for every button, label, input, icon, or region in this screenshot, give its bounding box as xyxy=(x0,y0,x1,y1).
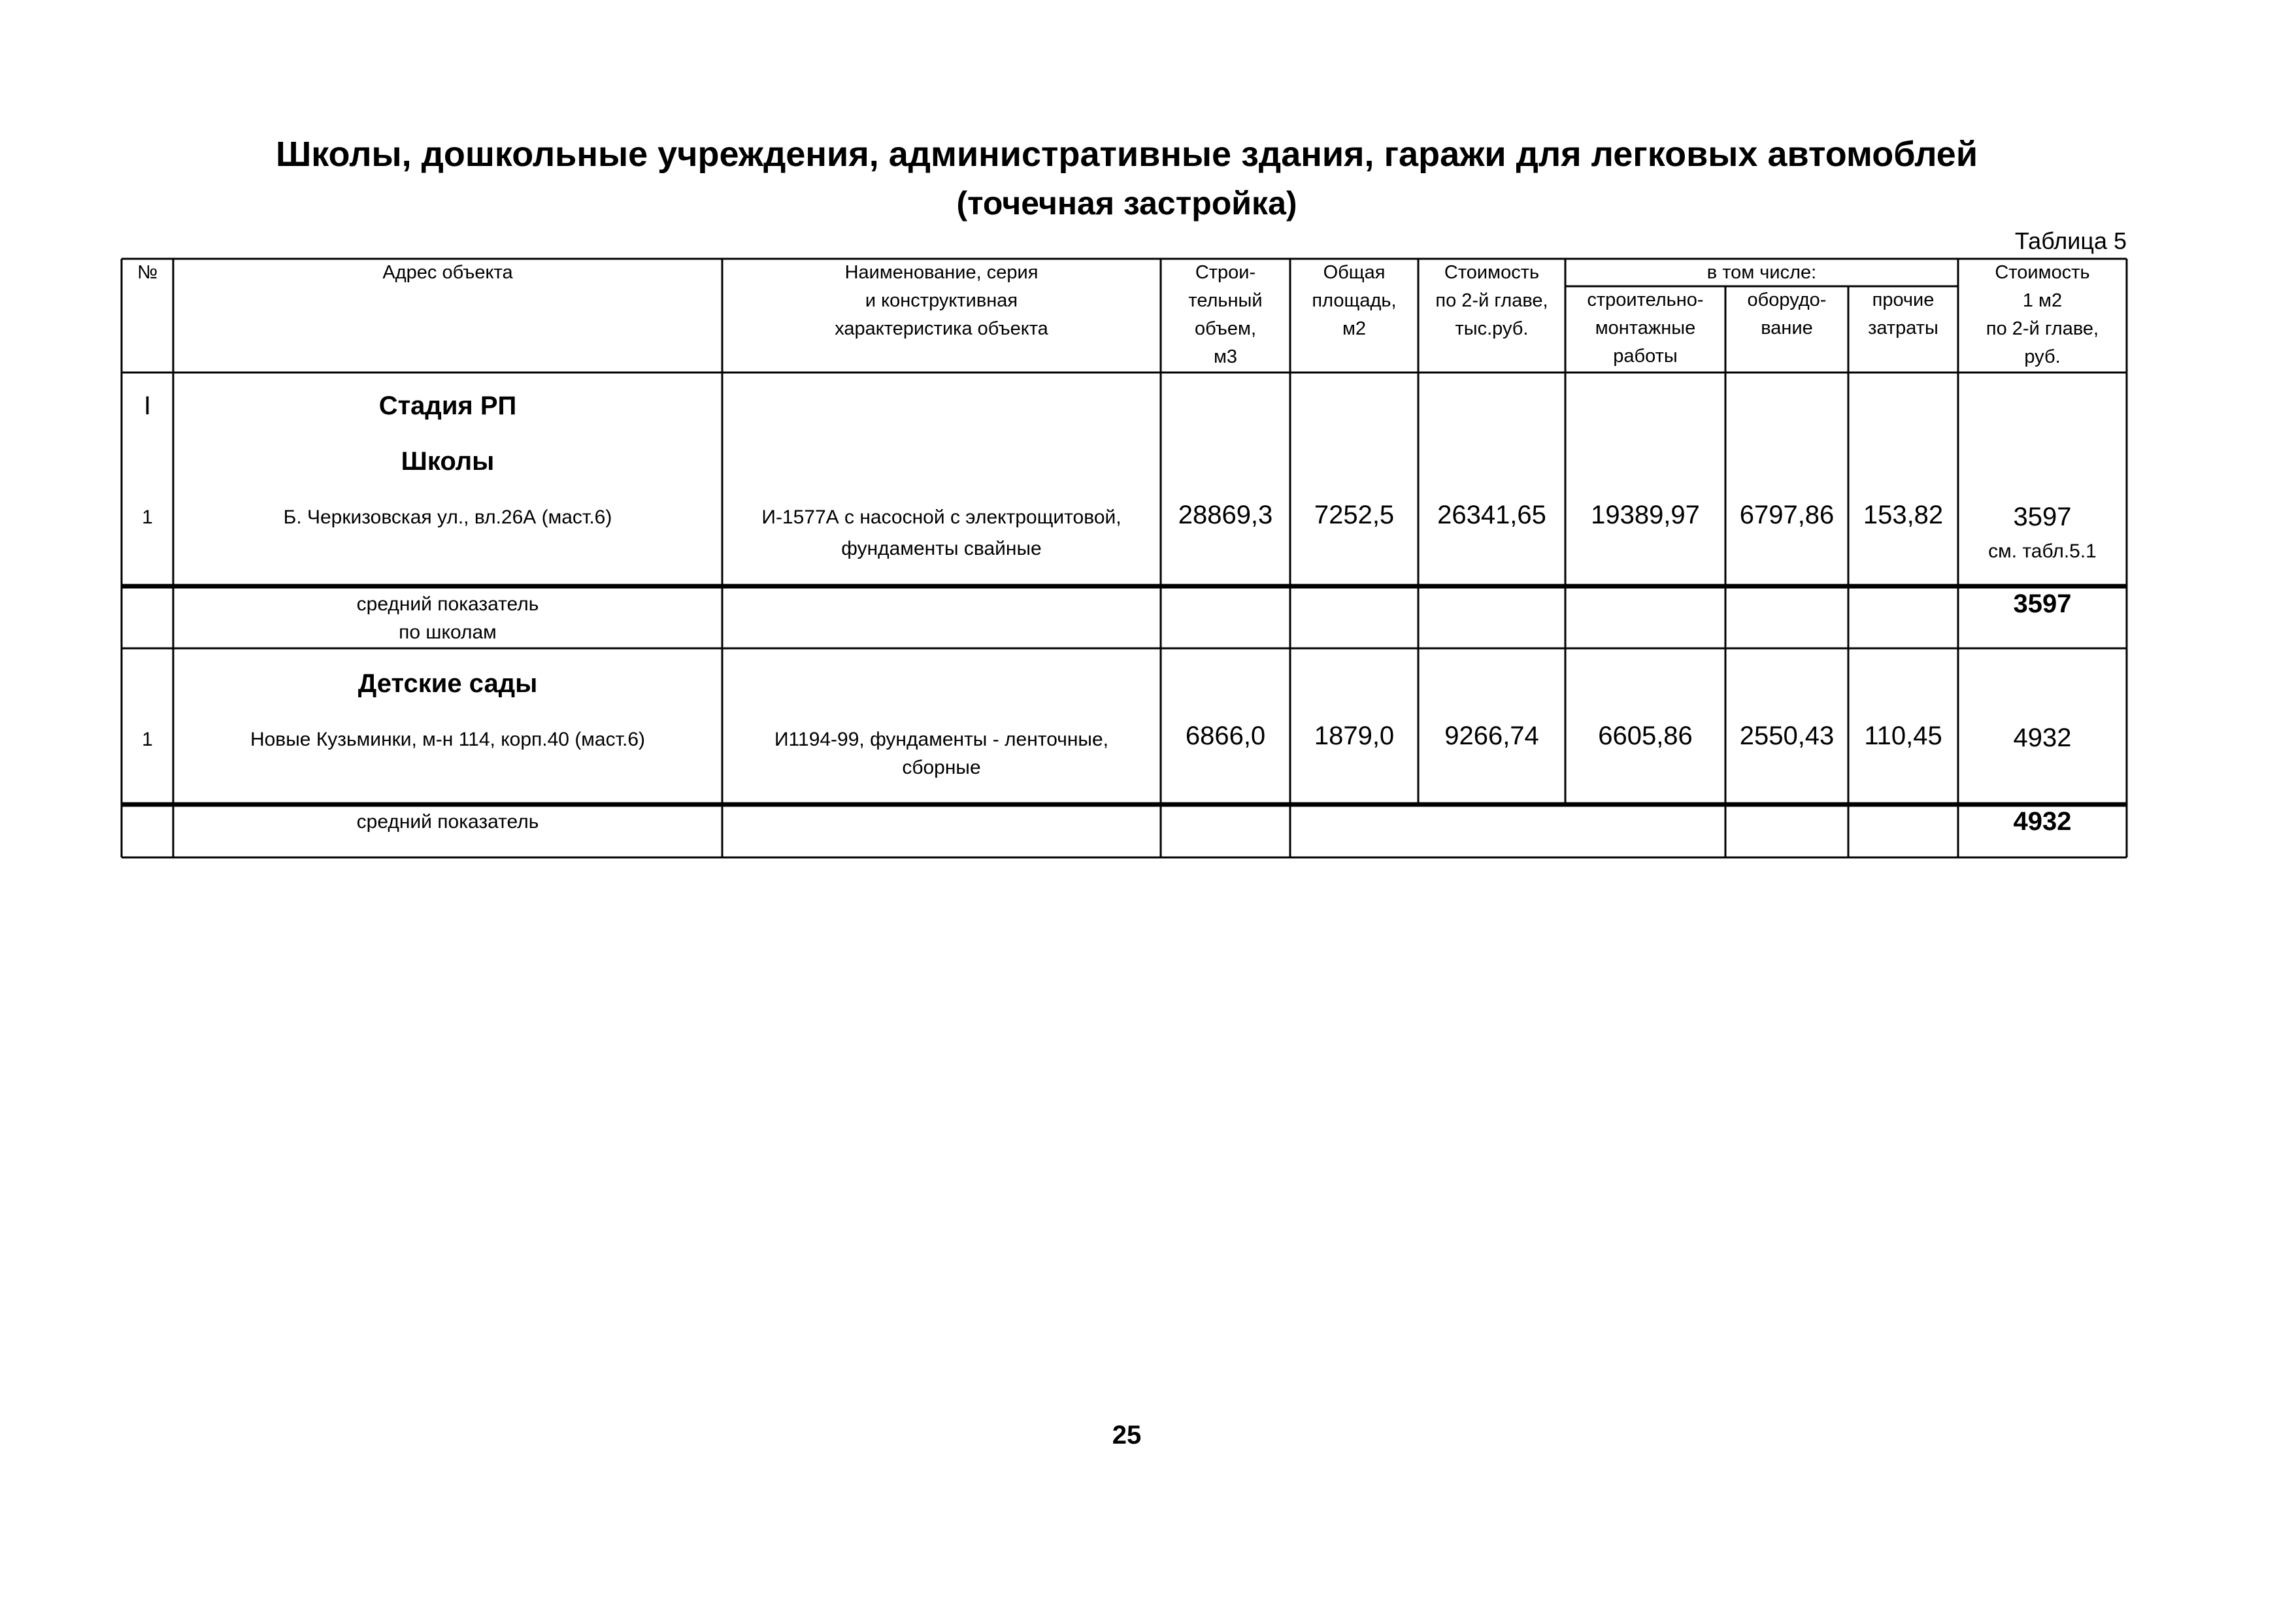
row-equipment: 6797,86 xyxy=(1739,501,1835,529)
header-area-line: Общая xyxy=(1323,262,1386,283)
schools-average-value: 3597 xyxy=(2013,589,2072,618)
kindergartens-average-label: средний показатель xyxy=(356,811,539,833)
header-volume xyxy=(1161,259,1290,371)
row-name: И1194-99, фундаменты - ленточные, xyxy=(774,729,1108,750)
header-cost-per-m2-line: 1 м2 xyxy=(2022,290,2063,311)
header-construction-line: строительно- xyxy=(1587,290,1704,310)
row-other: 110,45 xyxy=(1864,721,1942,750)
stage-label: Стадия РП xyxy=(378,391,517,420)
row-name: И-1577А с насосной с электрощитовой, xyxy=(761,506,1122,528)
header-area-line: м2 xyxy=(1342,318,1367,339)
header-cost-per-m2-line: Стоимость xyxy=(1995,262,2090,283)
section-schools: Школы xyxy=(401,447,495,476)
header-construction xyxy=(1565,286,1725,371)
header-construction-line: работы xyxy=(1613,346,1678,367)
section-kindergartens: Детские сады xyxy=(357,669,538,698)
page-number: 25 xyxy=(1112,1421,1142,1450)
header-other xyxy=(1848,286,1958,342)
row-address: Б. Черкизовская ул., вл.26А (маст.6) xyxy=(283,506,612,528)
header-name-line: и конструктивная xyxy=(865,290,1018,311)
header-equipment-line: оборудо- xyxy=(1747,290,1827,310)
header-cost-per-m2-line: по 2-й главе, xyxy=(1986,318,2099,339)
kindergartens-average-value: 4932 xyxy=(2013,807,2072,836)
row-name-line2: сборные xyxy=(902,757,981,778)
schools-average-label-line2: по школам xyxy=(399,621,497,643)
header-other-line: затраты xyxy=(1868,318,1938,339)
header-name xyxy=(722,259,1161,343)
row-area: 1879,0 xyxy=(1314,721,1395,750)
header-cost xyxy=(1418,259,1565,343)
row-cost: 26341,65 xyxy=(1437,501,1546,529)
header-volume-line: Строи- xyxy=(1195,262,1256,283)
header-volume-line: м3 xyxy=(1213,346,1238,367)
header-other-line: прочие xyxy=(1872,290,1935,310)
header-area xyxy=(1290,259,1418,343)
header-equipment-line: вание xyxy=(1761,318,1813,339)
row-cost-per-m2-note: см. табл.5.1 xyxy=(1988,540,2097,562)
header-cost-line: Стоимость xyxy=(1444,262,1540,283)
header-cost-per-m2-line: руб. xyxy=(2024,346,2061,367)
header-address: Адрес объекта xyxy=(382,262,513,283)
header-name-line: Наименование, серия xyxy=(844,262,1039,283)
header-area-line: площадь, xyxy=(1312,290,1397,311)
table-label: Таблица 5 xyxy=(2014,227,2127,254)
header-name-line: характеристика объекта xyxy=(835,318,1048,339)
row-cost: 9266,74 xyxy=(1444,721,1539,750)
row-construction: 19389,97 xyxy=(1591,501,1700,529)
row-other: 153,82 xyxy=(1863,501,1944,529)
row-name-line2: фундаменты свайные xyxy=(841,538,1042,559)
row-construction: 6605,86 xyxy=(1598,721,1693,750)
row-cost-per-m2: 3597 xyxy=(2013,503,2072,531)
header-equipment xyxy=(1725,286,1848,342)
stage-roman: I xyxy=(143,391,152,420)
row-no: 1 xyxy=(142,506,153,528)
row-volume: 6866,0 xyxy=(1185,721,1266,750)
schools-average-label: средний показатель xyxy=(356,593,539,615)
header-cost-per-m2 xyxy=(1958,259,2127,371)
row-address: Новые Кузьминки, м-н 114, корп.40 (маст.6) xyxy=(250,729,646,750)
header-volume-line: тельный xyxy=(1188,290,1263,311)
header-volume-line: объем, xyxy=(1194,318,1257,339)
row-volume: 28869,3 xyxy=(1178,501,1273,529)
header-cost-line: тыс.руб. xyxy=(1455,318,1529,339)
header-cost-line: по 2-й главе, xyxy=(1435,290,1548,311)
header-no: № xyxy=(137,262,158,283)
row-area: 7252,5 xyxy=(1314,501,1395,529)
row-equipment: 2550,43 xyxy=(1739,721,1835,750)
document-title: Школы, дошкольные учреждения, административные здания, гаражи для легковых автомоблей xyxy=(275,135,1978,174)
row-cost-per-m2: 4932 xyxy=(2013,723,2072,752)
header-including: в том числе: xyxy=(1706,262,1817,283)
row-no: 1 xyxy=(142,729,153,750)
header-construction-line: монтажные xyxy=(1595,318,1696,339)
document-subtitle: (точечная застройка) xyxy=(956,185,1297,222)
